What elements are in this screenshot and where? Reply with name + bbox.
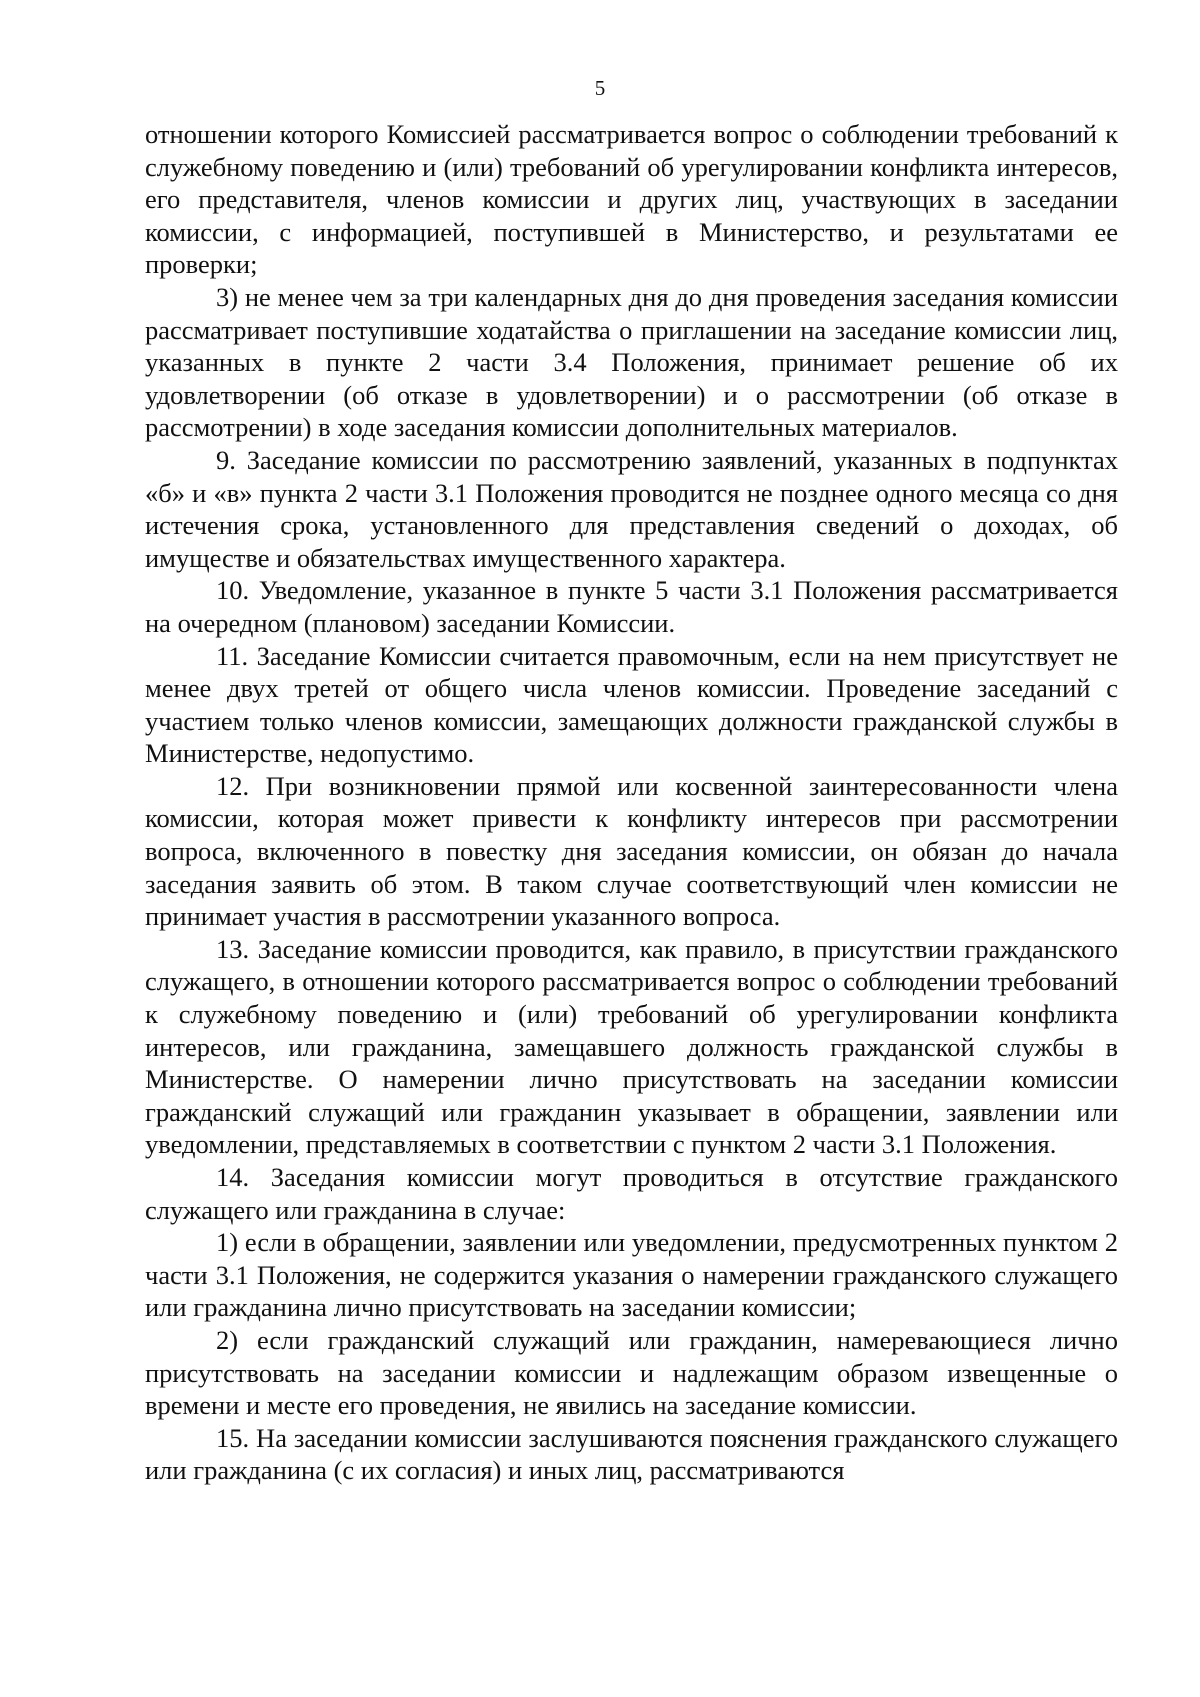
paragraph-clause-15: 15. На заседании комиссии заслушиваются пояснения гражданского служащего или гражданина (с их согласия) и иных лиц, рассматриваются (145, 1422, 1118, 1486)
paragraph-continuation: отношении которого Комиссией рассматривается вопрос о соблюдении требований к служебному поведению и (или) требований об урегулировании конфликта интересов, его представителя, членов комиссии и других лиц, участвующих в заседании комиссии, с информацией, поступившей в Министерство, и результатами ее проверки; (145, 119, 1118, 280)
document-body (145, 118, 1118, 1487)
page-number: 5 (594, 76, 606, 100)
paragraph-clause-14-item-2: 2) если гражданский служащий или гражданин, намеревающиеся лично присутствовать на заседании комиссии и надлежащим образом извещенные о времени и месте его проведения, не явились на заседание комиссии. (145, 1324, 1118, 1421)
paragraph-clause-9: 9. Заседание комиссии по рассмотрению заявлений, указанных в подпунктах «б» и «в» пункта 2 части 3.1 Положения проводится не позднее одного месяца со дня истечения срока, установленного для представления сведений о доходах, об имуществе и обязательствах имущественного характера. (145, 444, 1118, 573)
paragraph-clause-14-item-1: 1) если в обращении, заявлении или уведомлении, предусмотренных пунктом 2 части 3.1 Положения, не содержится указания о намерении гражданского служащего или гражданина лично присутствовать на заседании комиссии; (145, 1227, 1118, 1323)
paragraph-clause-12: 12. При возникновении прямой или косвенной заинтересованности члена комиссии, которая может привести к конфликту интересов при рассмотрении вопроса, включенного в повестку дня заседания комиссии, он обязан до начала заседания заявить об этом. В таком случае соответствующий член комиссии не принимает участия в рассмотрении указанного вопроса. (145, 770, 1118, 932)
paragraph-clause-14: 14. Заседания комиссии могут проводиться в отсутствие гражданского служащего или гражданина в случае: (145, 1162, 1118, 1225)
paragraph-clause-11: 11. Заседание Комиссии считается правомочным, если на нем присутствует не менее двух третей от общего числа членов комиссии. Проведение заседаний с участием только членов комиссии, замещающих должности гражданской службы в Министерстве, недопустимо. (145, 640, 1118, 769)
paragraph-item-3: 3) не менее чем за три календарных дня до дня проведения заседания комиссии рассматривает поступившие ходатайства о приглашении на заседание комиссии лиц, указанных в пункте 2 части 3.4 Положения, принимает решение об их удовлетворении (об отказе в удовлетворении) и о рассмотрении (об отказе в рассмотрении) в ходе заседания комиссии дополнительных материалов. (145, 281, 1118, 443)
paragraph-clause-13: 13. Заседание комиссии проводится, как правило, в присутствии гражданского служащего, в отношении которого рассматривается вопрос о соблюдении требований к служебному поведению и (или) требований об урегулировании конфликта интересов, или гражданина, замещавшего должность гражданской службы в Министерстве. О намерении лично присутствовать на заседании комиссии гражданский служащий или гражданин указывает в обращении, заявлении или уведомлении, представляемых в соответствии с пунктом 2 части 3.1 Положения. (145, 933, 1118, 1160)
paragraph-clause-10: 10. Уведомление, указанное в пункте 5 части 3.1 Положения рассматривается на очередном (плановом) заседании Комиссии. (145, 575, 1118, 638)
